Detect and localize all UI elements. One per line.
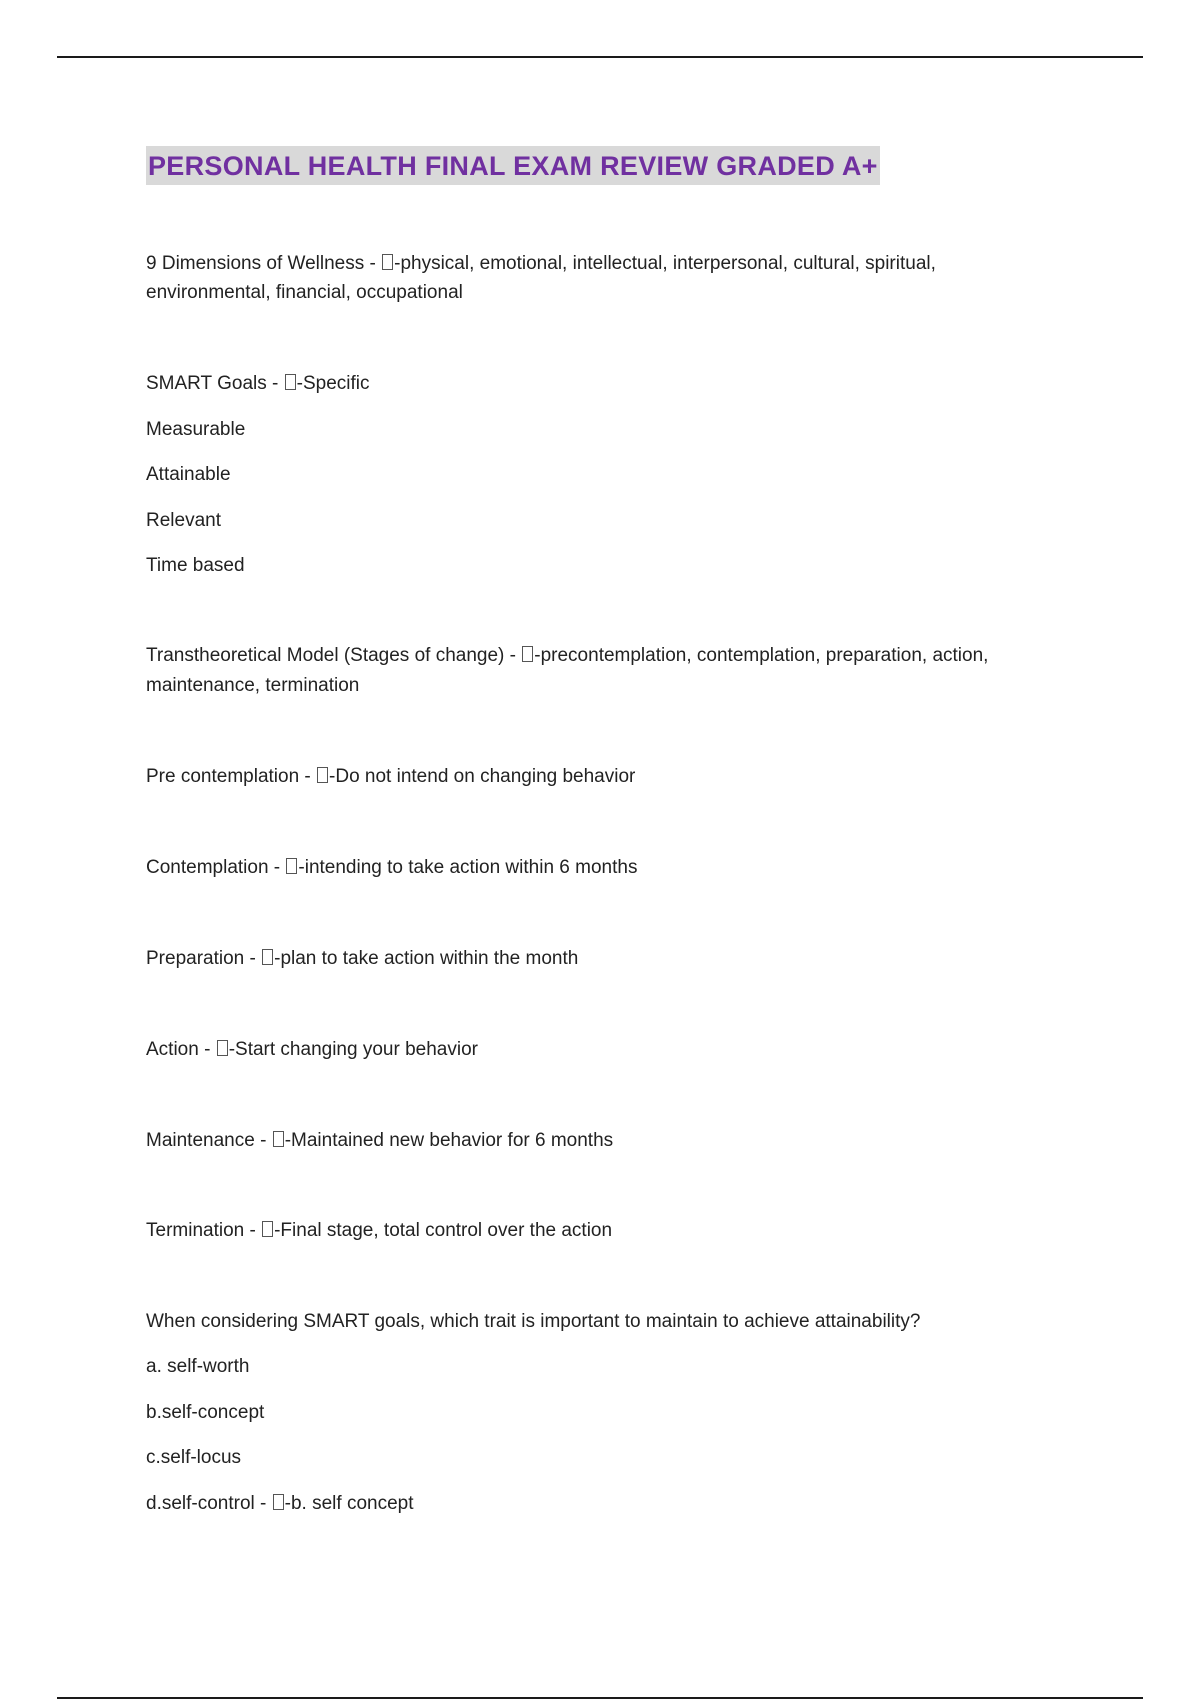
missing-glyph-icon (262, 1221, 273, 1237)
entry-answer: -plan to take action within the month (274, 948, 579, 969)
entry-transtheoretical-model-cont (146, 671, 359, 700)
missing-glyph-icon (522, 646, 533, 662)
missing-glyph-icon (273, 1131, 284, 1147)
document-title: PERSONAL HEALTH FINAL EXAM REVIEW GRADED A+ (146, 146, 880, 185)
entry-text: b.self-concept (146, 1402, 265, 1423)
entry-term: Termination - (146, 1220, 262, 1241)
entry-answer: -intending to take action within 6 months (298, 857, 638, 878)
smart-relevant (146, 506, 221, 535)
missing-glyph-icon (273, 1494, 284, 1510)
entry-text: Relevant (146, 510, 221, 531)
option-d-with-answer (146, 1489, 414, 1518)
entry-text: Time based (146, 555, 245, 576)
entry-smart-goals (146, 369, 369, 398)
entry-term: SMART Goals - (146, 373, 284, 394)
smart-attainable (146, 460, 231, 489)
missing-glyph-icon (382, 254, 393, 270)
entry-text: Attainable (146, 464, 231, 485)
entry-term: Contemplation - (146, 857, 286, 878)
entry-answer: -Start changing your behavior (228, 1039, 478, 1060)
entry-wellness-dimensions-cont (146, 278, 463, 307)
entry-term: Transtheoretical Model (Stages of change) - (146, 645, 522, 666)
missing-glyph-icon (262, 949, 273, 965)
entry-text: When considering SMART goals, which trait is important to maintain to achieve attainability? (146, 1311, 921, 1332)
smart-time-based (146, 551, 245, 580)
question-smart-attainability (146, 1307, 920, 1336)
entry-answer: -Final stage, total control over the action (274, 1220, 613, 1241)
entry-term: 9 Dimensions of Wellness - (146, 253, 382, 274)
entry-contemplation (146, 853, 637, 882)
entry-action (146, 1035, 478, 1064)
missing-glyph-icon (317, 767, 328, 783)
entry-term: Pre contemplation - (146, 766, 317, 787)
entry-maintenance (146, 1126, 613, 1155)
entry-termination (146, 1216, 612, 1245)
entry-wellness-dimensions (146, 249, 936, 278)
entry-text: environmental, financial, occupational (146, 282, 463, 303)
title-block (146, 146, 880, 185)
footer-rule (57, 1697, 1143, 1699)
missing-glyph-icon (286, 858, 297, 874)
entry-term: Action - (146, 1039, 216, 1060)
entry-text: Measurable (146, 419, 246, 440)
entry-term: Maintenance - (146, 1130, 272, 1151)
entry-answer: -precontemplation, contemplation, preparation, action, (534, 645, 989, 666)
entry-answer: -Specific (296, 373, 370, 394)
entry-answer: -Maintained new behavior for 6 months (284, 1130, 614, 1151)
entry-text: a. self-worth (146, 1356, 250, 1377)
entry-transtheoretical-model (146, 641, 988, 670)
entry-text: c.self-locus (146, 1447, 242, 1468)
smart-measurable (146, 415, 245, 444)
option-c (146, 1443, 241, 1472)
entry-answer: -physical, emotional, intellectual, interpersonal, cultural, spiritual, (394, 253, 936, 274)
option-a (146, 1352, 249, 1381)
entry-preparation (146, 944, 578, 973)
header-rule (57, 56, 1143, 58)
option-b (146, 1398, 264, 1427)
missing-glyph-icon (217, 1040, 228, 1056)
entry-pre-contemplation (146, 762, 635, 791)
missing-glyph-icon (285, 374, 296, 390)
entry-term: d.self-control - (146, 1493, 272, 1514)
entry-text: maintenance, termination (146, 675, 360, 696)
entry-term: Preparation - (146, 948, 262, 969)
entry-answer: -Do not intend on changing behavior (329, 766, 636, 787)
entry-answer: -b. self concept (284, 1493, 414, 1514)
